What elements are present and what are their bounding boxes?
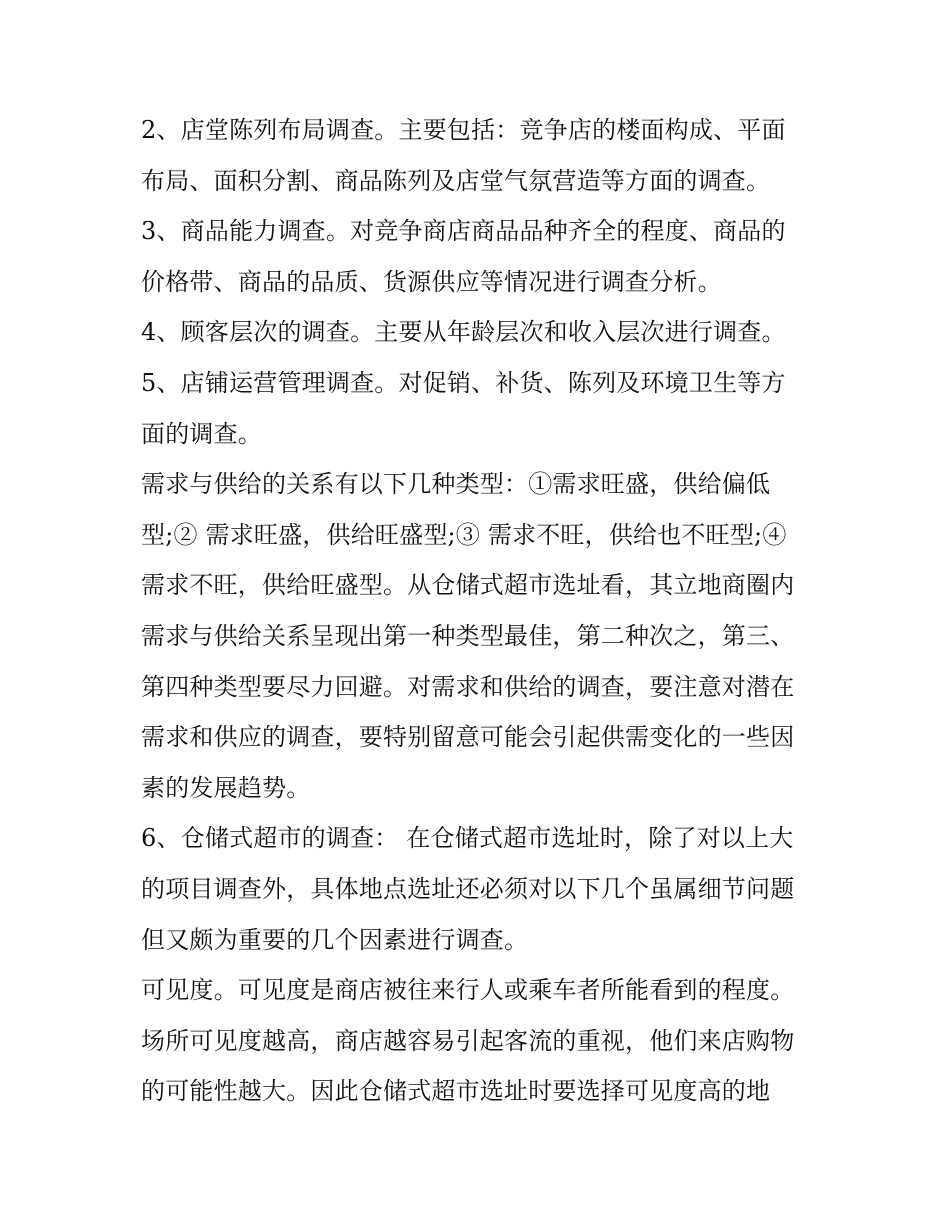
text-line: 需求与供给的关系有以下几种类型：①需求旺盛，供给偏低 xyxy=(141,470,771,499)
text-line: 场所可见度越高，商店越容易引起客流的重视，他们来店购物 xyxy=(141,1026,795,1055)
text-line: 但又颇为重要的几个因素进行调查。 xyxy=(141,925,529,954)
text-line: 2、店堂陈列布局调查。主要包括：竞争店的楼面构成、平面 xyxy=(141,116,786,144)
text-line: 6、仓储式超市的调查： 在仓储式超市选址时，除了对以上大 xyxy=(141,824,794,853)
text-line: 型;② 需求旺盛，供给旺盛型;③ 需求不旺，供给也不旺型;④ xyxy=(141,520,787,549)
text-line: 素的发展趋势。 xyxy=(141,773,311,802)
text-line: 布局、面积分割、商品陈列及店堂气氛营造等方面的调查。 xyxy=(141,166,771,195)
text-line: 3、商品能力调查。对竞争商店商品品种齐全的程度、商品的 xyxy=(141,217,786,246)
text-line: 需求和供应的调查，要特别留意可能会引起供需变化的一些因 xyxy=(141,723,795,752)
text-line: 面的调查。 xyxy=(141,419,262,448)
text-line: 可见度。可见度是商店被往来行人或乘车者所能看到的程度。 xyxy=(141,976,795,1005)
text-line: 的项目调查外，具体地点选址还必须对以下几个虽属细节问题 xyxy=(141,874,795,903)
text-line: 需求与供给关系呈现出第一种类型最佳，第二种次之，第三、 xyxy=(141,621,795,650)
text-line: 价格带、商品的品质、货源供应等情况进行调查分析。 xyxy=(141,267,722,296)
text-line: 第四种类型要尽力回避。对需求和供给的调查，要注意对潜在 xyxy=(141,672,795,701)
text-line: 5、店铺运营管理调查。对促销、补货、陈列及环境卫生等方 xyxy=(141,368,786,397)
text-line: 需求不旺，供给旺盛型。从仓储式超市选址看，其立地商圈内 xyxy=(141,571,795,600)
text-line: 4、顾客层次的调查。主要从年龄层次和收入层次进行调查。 xyxy=(141,318,786,347)
text-line: 的可能性越大。因此仓储式超市选址时要选择可见度高的地 xyxy=(141,1077,771,1106)
document-body xyxy=(141,105,821,1117)
